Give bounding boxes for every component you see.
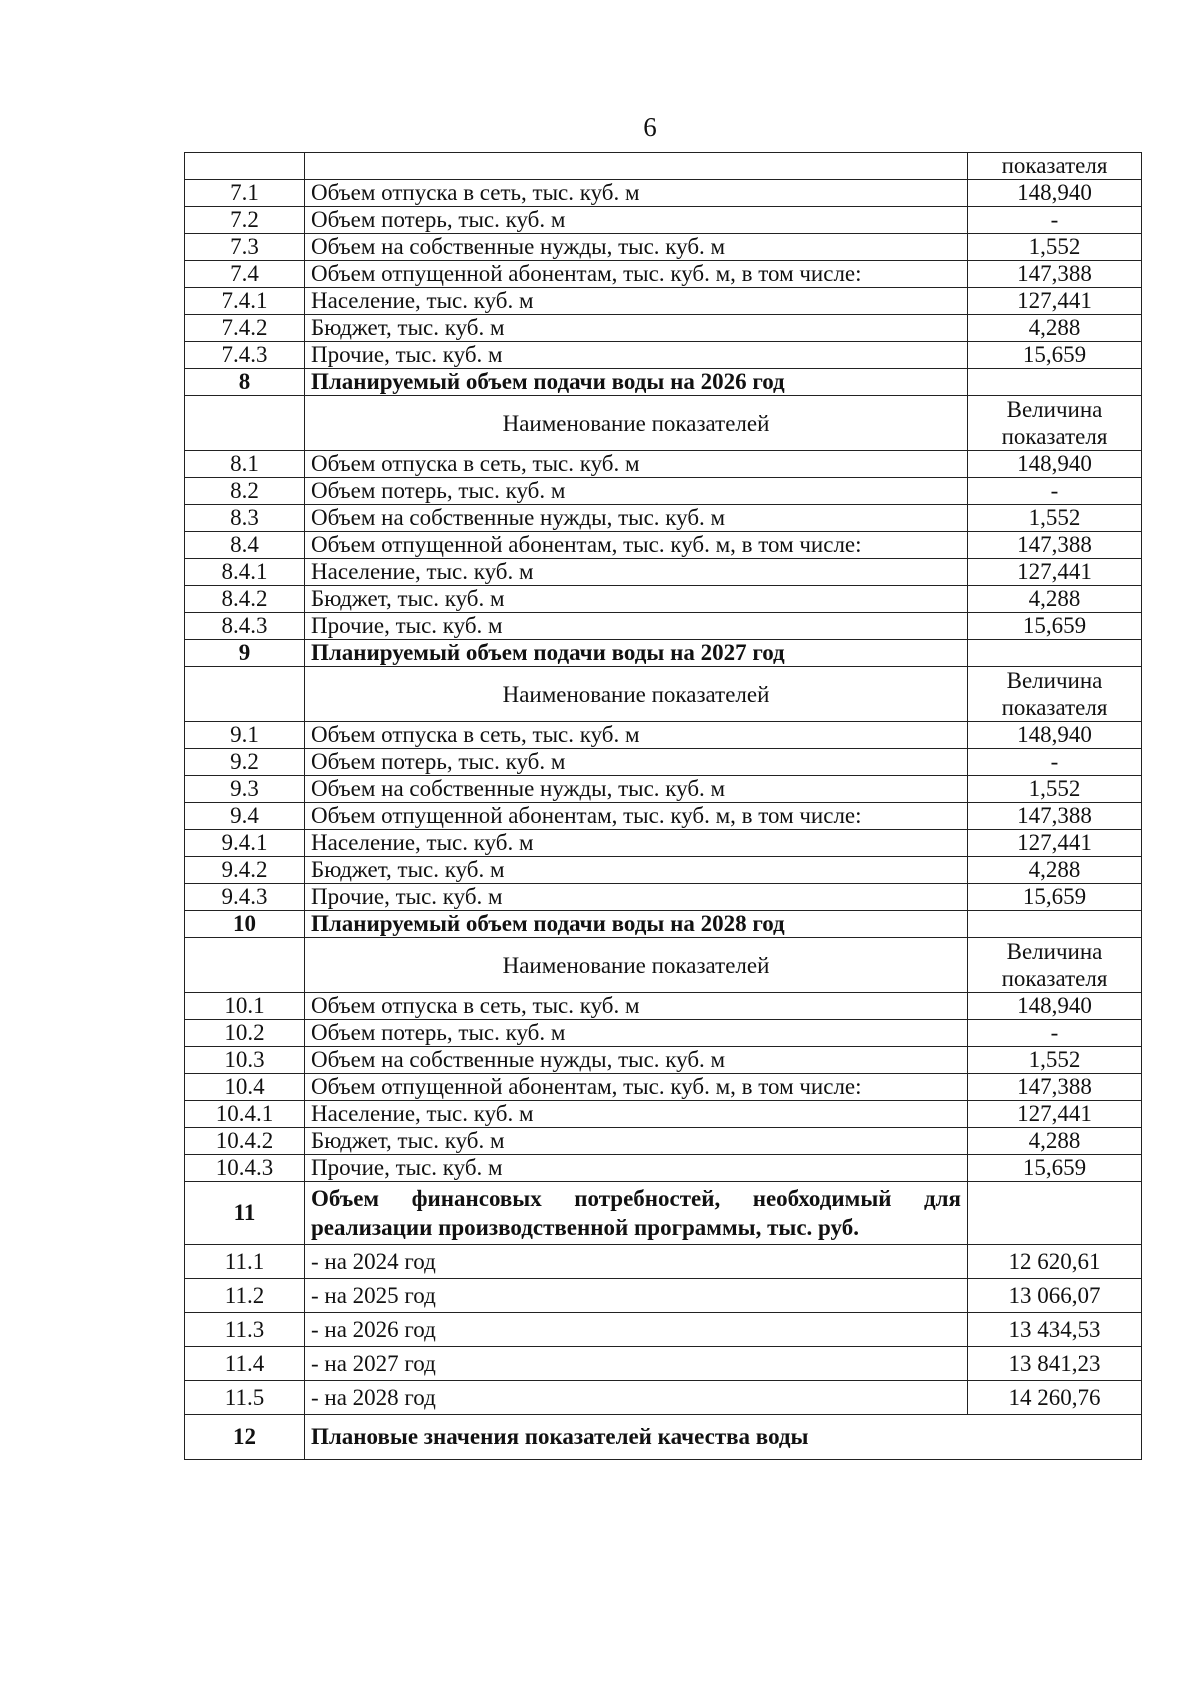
- section-number: 12: [185, 1415, 305, 1460]
- indicator-value: 13 066,07: [968, 1279, 1142, 1313]
- row-number: 11.3: [185, 1313, 305, 1347]
- indicator-value: 15,659: [968, 1155, 1142, 1182]
- table-row: [185, 1101, 1142, 1128]
- section-title: Объем финансовых потребностей, необходимый для реализации производственной программы, тыс. руб.: [305, 1182, 968, 1245]
- indicator-name: Объем отпуска в сеть, тыс. куб. м: [305, 180, 968, 207]
- indicator-name: Население, тыс. куб. м: [305, 288, 968, 315]
- section-number: 10: [185, 911, 305, 938]
- indicator-name: Бюджет, тыс. куб. м: [305, 857, 968, 884]
- section-number: 11: [185, 1182, 305, 1245]
- indicator-value: 4,288: [968, 1128, 1142, 1155]
- row-number: 9.4: [185, 803, 305, 830]
- indicator-value-header: Величина показателя: [968, 938, 1142, 993]
- section-title-row: [185, 369, 1142, 396]
- indicator-value: 147,388: [968, 1074, 1142, 1101]
- table-row: [185, 1074, 1142, 1101]
- indicator-name: Население, тыс. куб. м: [305, 830, 968, 857]
- section-value-cell: [968, 1182, 1142, 1245]
- row-number: 7.4.2: [185, 315, 305, 342]
- table-row: [185, 722, 1142, 749]
- row-number: 10.3: [185, 1047, 305, 1074]
- indicator-name: Прочие, тыс. куб. м: [305, 884, 968, 911]
- indicator-value: 127,441: [968, 1101, 1142, 1128]
- table-row: [185, 315, 1142, 342]
- continued-header-row: [185, 153, 1142, 180]
- row-number: 8.4.2: [185, 586, 305, 613]
- row-number: 10.4.3: [185, 1155, 305, 1182]
- table-row: [185, 451, 1142, 478]
- column-header-row: [185, 938, 1142, 993]
- table-row: [185, 261, 1142, 288]
- indicator-value: 15,659: [968, 342, 1142, 369]
- table-row: [185, 830, 1142, 857]
- indicator-name-header: Наименование показателей: [305, 667, 968, 722]
- indicator-value-header: Величина показателя: [968, 396, 1142, 451]
- indicator-name: Объем отпущенной абонентам, тыс. куб. м, в том числе:: [305, 1074, 968, 1101]
- indicator-name: Объем потерь, тыс. куб. м: [305, 1020, 968, 1047]
- row-number: 10.1: [185, 993, 305, 1020]
- indicator-name: Объем отпущенной абонентам, тыс. куб. м, в том числе:: [305, 803, 968, 830]
- indicator-value: 127,441: [968, 288, 1142, 315]
- row-number: 10.4: [185, 1074, 305, 1101]
- row-number: 7.4: [185, 261, 305, 288]
- indicator-name-header: Наименование показателей: [305, 938, 968, 993]
- section-number: 9: [185, 640, 305, 667]
- indicator-value: -: [968, 478, 1142, 505]
- table-row: [185, 1347, 1142, 1381]
- finance-title-row: [185, 1182, 1142, 1245]
- row-number: 9.2: [185, 749, 305, 776]
- indicator-value: 13 841,23: [968, 1347, 1142, 1381]
- row-number: 8.4: [185, 532, 305, 559]
- indicator-name: Население, тыс. куб. м: [305, 559, 968, 586]
- row-number: 10.2: [185, 1020, 305, 1047]
- indicator-name: Прочие, тыс. куб. м: [305, 613, 968, 640]
- indicator-name: Бюджет, тыс. куб. м: [305, 1128, 968, 1155]
- indicator-value: 148,940: [968, 993, 1142, 1020]
- table-row: [185, 288, 1142, 315]
- indicator-name: - на 2026 год: [305, 1313, 968, 1347]
- indicator-name: Прочие, тыс. куб. м: [305, 1155, 968, 1182]
- indicator-value: 12 620,61: [968, 1245, 1142, 1279]
- table-row: [185, 613, 1142, 640]
- table-row: [185, 180, 1142, 207]
- number-cell: [185, 153, 305, 180]
- section-value-cell: [968, 369, 1142, 396]
- row-number: 7.1: [185, 180, 305, 207]
- row-number: 9.1: [185, 722, 305, 749]
- row-number: 8.4.1: [185, 559, 305, 586]
- table-row: [185, 857, 1142, 884]
- section-value-cell: [968, 640, 1142, 667]
- table-row: [185, 1128, 1142, 1155]
- section-title: Планируемый объем подачи воды на 2026 год: [305, 369, 968, 396]
- section-title: Планируемый объем подачи воды на 2027 год: [305, 640, 968, 667]
- indicator-name: - на 2025 год: [305, 1279, 968, 1313]
- indicator-name: Объем на собственные нужды, тыс. куб. м: [305, 1047, 968, 1074]
- indicator-value: 148,940: [968, 722, 1142, 749]
- indicator-name: Объем отпуска в сеть, тыс. куб. м: [305, 993, 968, 1020]
- indicator-name: Объем на собственные нужды, тыс. куб. м: [305, 234, 968, 261]
- section-number: 8: [185, 369, 305, 396]
- indicator-value: -: [968, 207, 1142, 234]
- header-number-cell: [185, 396, 305, 451]
- indicator-name: Бюджет, тыс. куб. м: [305, 586, 968, 613]
- name-cell: [305, 153, 968, 180]
- table-row: [185, 586, 1142, 613]
- table-row: [185, 478, 1142, 505]
- indicator-value: 1,552: [968, 505, 1142, 532]
- indicator-value: 148,940: [968, 180, 1142, 207]
- row-number: 8.1: [185, 451, 305, 478]
- value-caption-cell: показателя: [968, 153, 1142, 180]
- indicator-value: 1,552: [968, 234, 1142, 261]
- indicator-name: Объем отпущенной абонентам, тыс. куб. м, в том числе:: [305, 261, 968, 288]
- header-number-cell: [185, 667, 305, 722]
- indicator-name: Объем на собственные нужды, тыс. куб. м: [305, 776, 968, 803]
- section-title: Плановые значения показателей качества воды: [305, 1415, 1142, 1460]
- column-header-row: [185, 667, 1142, 722]
- table-row: [185, 749, 1142, 776]
- table-row: [185, 776, 1142, 803]
- indicator-value: 1,552: [968, 1047, 1142, 1074]
- indicator-name: Объем потерь, тыс. куб. м: [305, 478, 968, 505]
- table-row: [185, 1245, 1142, 1279]
- indicator-value: 147,388: [968, 803, 1142, 830]
- indicator-name: Объем потерь, тыс. куб. м: [305, 207, 968, 234]
- row-number: 11.2: [185, 1279, 305, 1313]
- table-row: [185, 532, 1142, 559]
- indicator-value: 148,940: [968, 451, 1142, 478]
- row-number: 7.2: [185, 207, 305, 234]
- indicator-value: 15,659: [968, 613, 1142, 640]
- indicator-value: 127,441: [968, 559, 1142, 586]
- indicator-name: Объем отпуска в сеть, тыс. куб. м: [305, 451, 968, 478]
- table-row: [185, 993, 1142, 1020]
- indicator-name: - на 2024 год: [305, 1245, 968, 1279]
- table-row: [185, 234, 1142, 261]
- indicator-value: -: [968, 749, 1142, 776]
- row-number: 8.2: [185, 478, 305, 505]
- indicator-name: Объем отпуска в сеть, тыс. куб. м: [305, 722, 968, 749]
- row-number: 9.4.1: [185, 830, 305, 857]
- indicator-value: 147,388: [968, 532, 1142, 559]
- indicator-name: Объем на собственные нужды, тыс. куб. м: [305, 505, 968, 532]
- row-number: 11.5: [185, 1381, 305, 1415]
- table-row: [185, 207, 1142, 234]
- header-number-cell: [185, 938, 305, 993]
- row-number: 9.4.3: [185, 884, 305, 911]
- section-title-row: [185, 911, 1142, 938]
- indicator-name-header: Наименование показателей: [305, 396, 968, 451]
- indicator-value: 1,552: [968, 776, 1142, 803]
- table-row: [185, 1313, 1142, 1347]
- row-number: 8.3: [185, 505, 305, 532]
- table-row: [185, 884, 1142, 911]
- row-number: 9.3: [185, 776, 305, 803]
- indicator-name: - на 2028 год: [305, 1381, 968, 1415]
- indicator-name: Объем потерь, тыс. куб. м: [305, 749, 968, 776]
- row-number: 7.3: [185, 234, 305, 261]
- quality-title-row: [185, 1415, 1142, 1460]
- table-body: [185, 153, 1142, 1460]
- indicator-value: 147,388: [968, 261, 1142, 288]
- row-number: 10.4.1: [185, 1101, 305, 1128]
- table-row: [185, 803, 1142, 830]
- indicator-value: 4,288: [968, 857, 1142, 884]
- indicator-value: 13 434,53: [968, 1313, 1142, 1347]
- indicator-value: 14 260,76: [968, 1381, 1142, 1415]
- indicator-name: Бюджет, тыс. куб. м: [305, 315, 968, 342]
- table-row: [185, 505, 1142, 532]
- table-row: [185, 1279, 1142, 1313]
- indicator-name: Прочие, тыс. куб. м: [305, 342, 968, 369]
- row-number: 7.4.1: [185, 288, 305, 315]
- table-row: [185, 559, 1142, 586]
- section-value-cell: [968, 911, 1142, 938]
- indicator-value: 127,441: [968, 830, 1142, 857]
- indicator-value: 15,659: [968, 884, 1142, 911]
- row-number: 9.4.2: [185, 857, 305, 884]
- row-number: 11.1: [185, 1245, 305, 1279]
- table-row: [185, 1381, 1142, 1415]
- table-row: [185, 1047, 1142, 1074]
- indicator-name: Объем отпущенной абонентам, тыс. куб. м, в том числе:: [305, 532, 968, 559]
- row-number: 10.4.2: [185, 1128, 305, 1155]
- indicators-table: [184, 152, 1142, 1460]
- page-number: 6: [643, 112, 657, 142]
- row-number: 11.4: [185, 1347, 305, 1381]
- column-header-row: [185, 396, 1142, 451]
- indicator-value: 4,288: [968, 586, 1142, 613]
- indicator-value-header: Величина показателя: [968, 667, 1142, 722]
- section-title-row: [185, 640, 1142, 667]
- indicator-value: 4,288: [968, 315, 1142, 342]
- table-row: [185, 1020, 1142, 1047]
- row-number: 7.4.3: [185, 342, 305, 369]
- table-row: [185, 1155, 1142, 1182]
- row-number: 8.4.3: [185, 613, 305, 640]
- indicator-value: -: [968, 1020, 1142, 1047]
- indicator-name: - на 2027 год: [305, 1347, 968, 1381]
- table-row: [185, 342, 1142, 369]
- section-title: Планируемый объем подачи воды на 2028 год: [305, 911, 968, 938]
- indicator-name: Население, тыс. куб. м: [305, 1101, 968, 1128]
